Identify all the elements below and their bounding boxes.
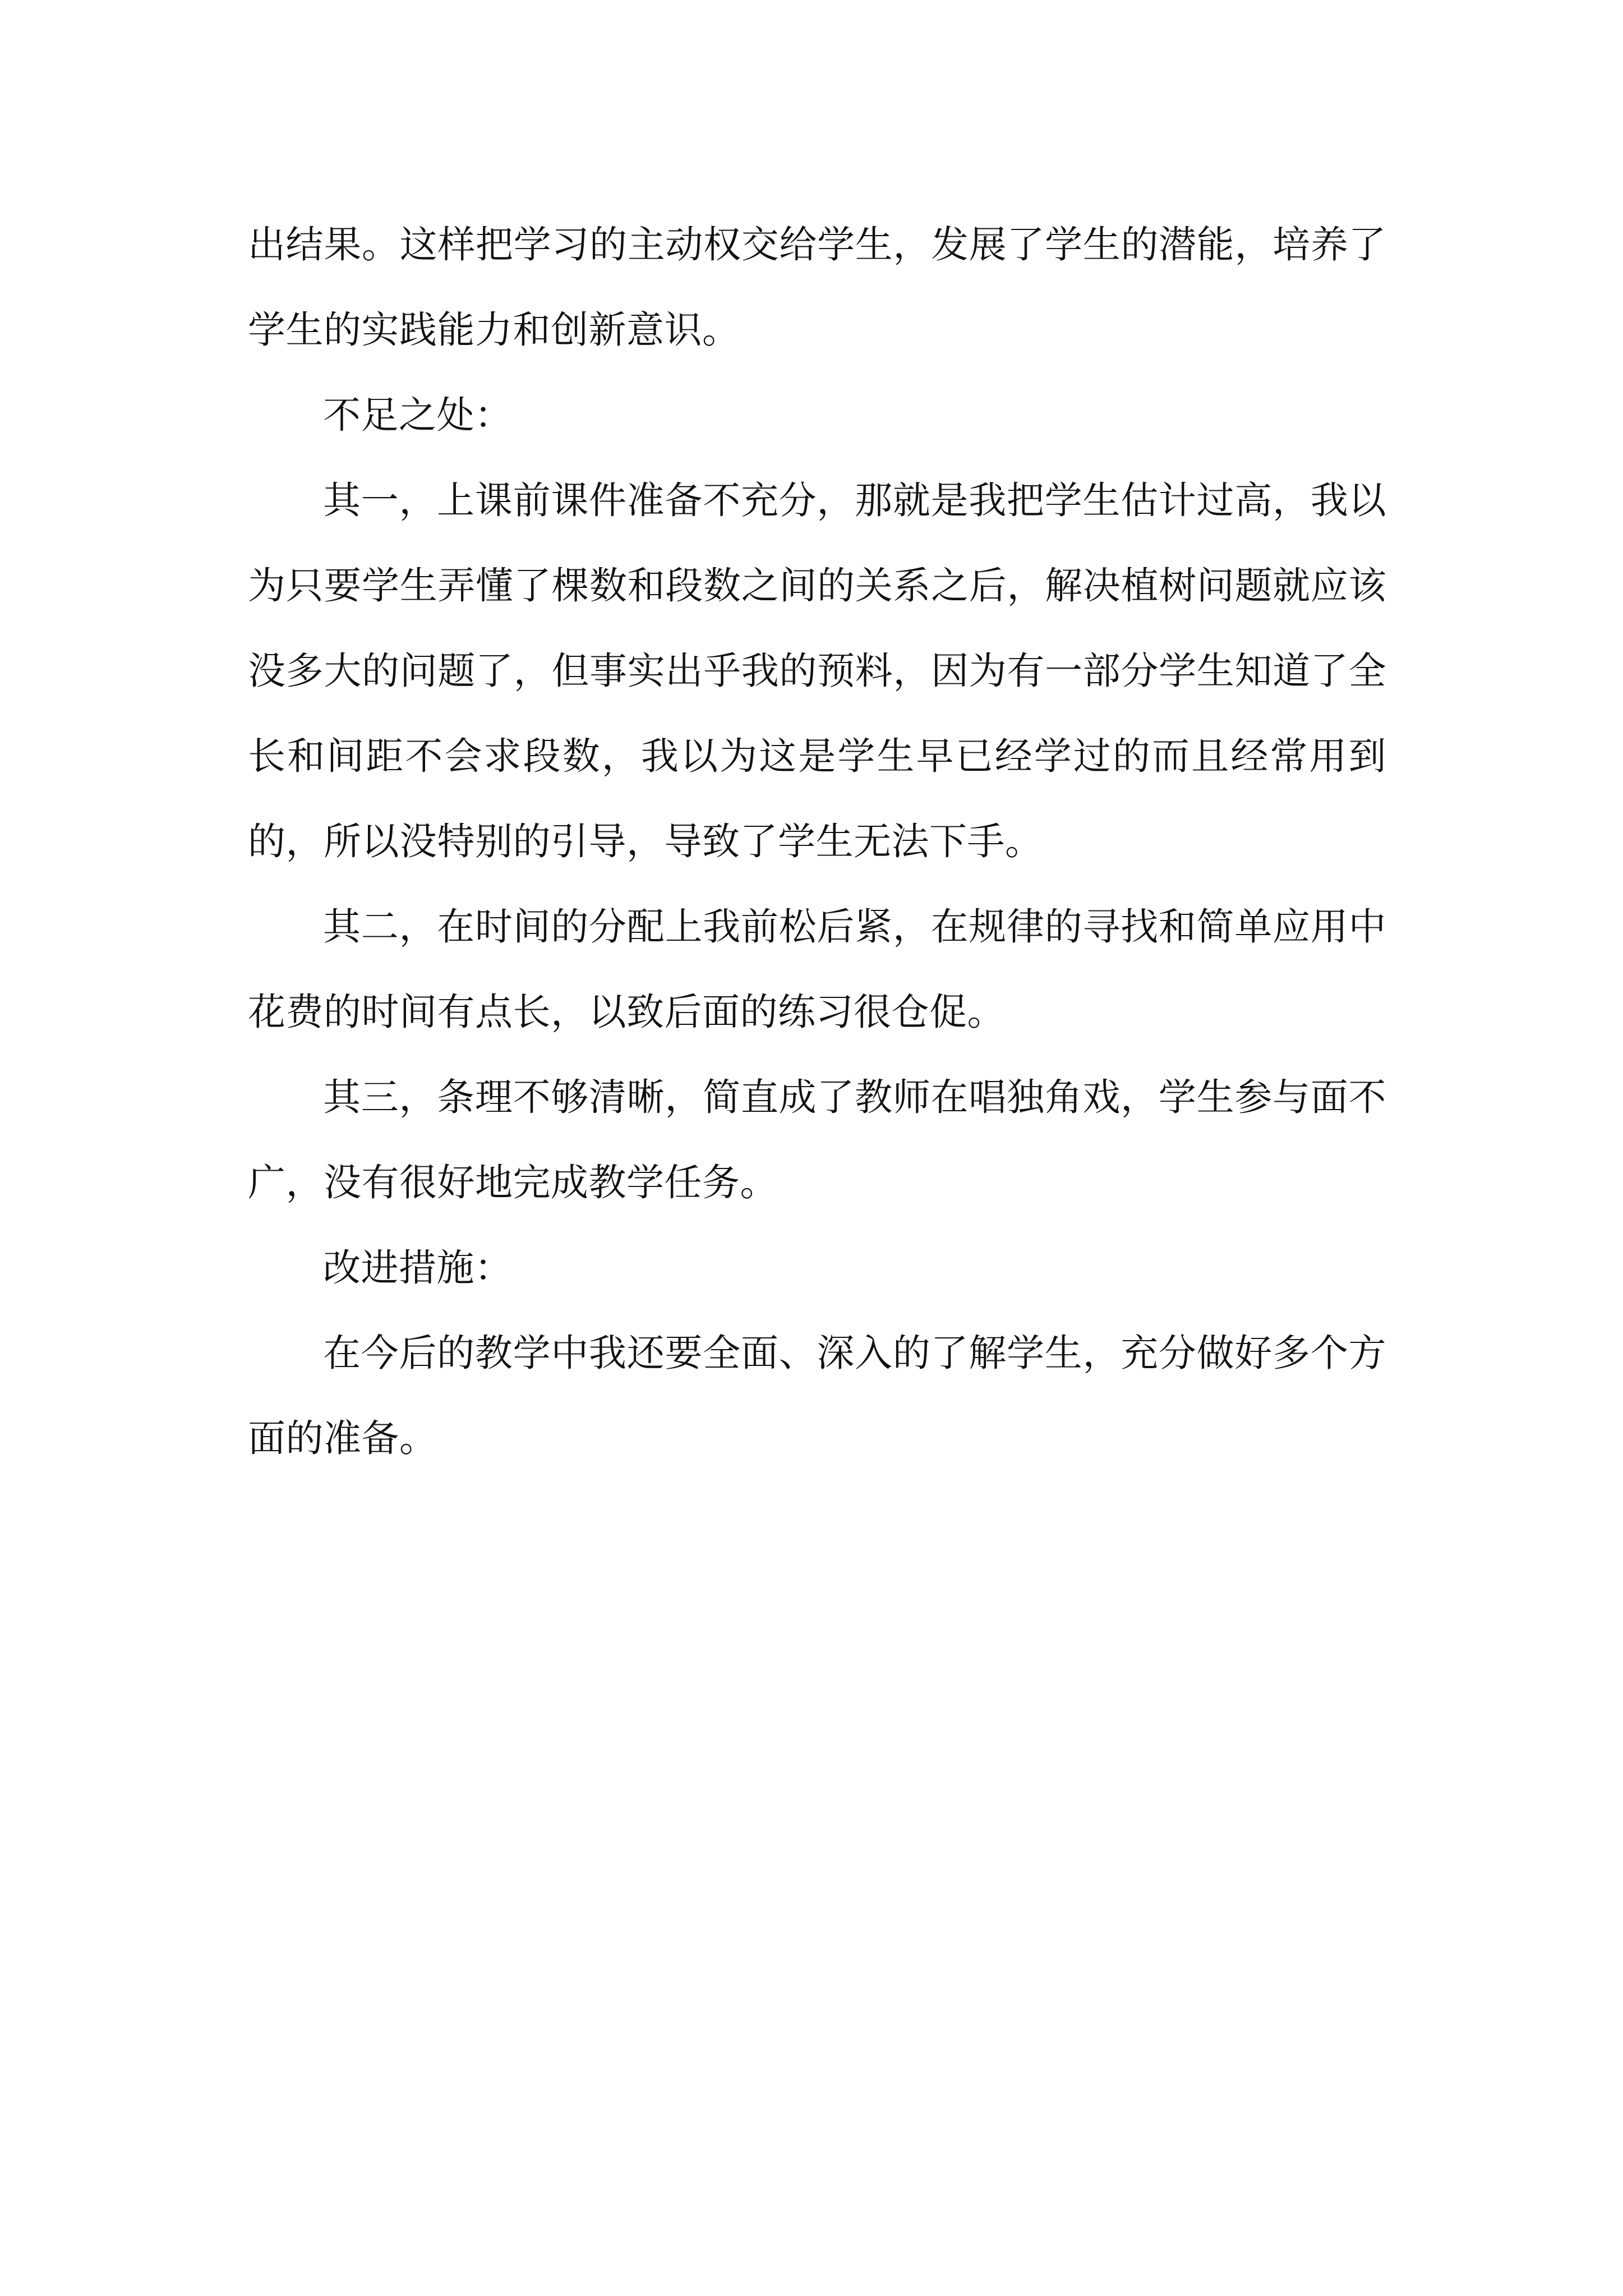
paragraph-third-point: 其三，条理不够清晰，简直成了教师在唱独角戏，学生参与面不广，没有很好地完成教学任务。 — [248, 1075, 1386, 1204]
paragraph-first-point: 其一，上课前课件准备不充分，那就是我把学生估计过高，我以为只要学生弄懂了棵数和段数之间的关系之后，解决植树问题就应该没多大的问题了，但事实出乎我的预料，因为有一部分学生知道了全长和间距不会求段数，我以为这是学生早已经学过的而且经常用到的，所以没特别的引导，导致了学生无法下手。 — [248, 478, 1386, 863]
paragraph-continuation: 出结果。这样把学习的主动权交给学生，发展了学生的潜能，培养了学生的实践能力和创新意识。 — [248, 223, 1386, 352]
document-body — [248, 202, 1386, 1481]
paragraph-improvement-plan: 在今后的教学中我还要全面、深入的了解学生，充分做好多个方面的准备。 — [248, 1331, 1386, 1460]
heading-improvements: 改进措施： — [323, 1246, 513, 1290]
paragraph-second-point: 其二，在时间的分配上我前松后紧，在规律的寻找和简单应用中花费的时间有点长，以致后面的练习很仓促。 — [248, 905, 1386, 1034]
heading-shortcomings: 不足之处： — [323, 393, 513, 437]
